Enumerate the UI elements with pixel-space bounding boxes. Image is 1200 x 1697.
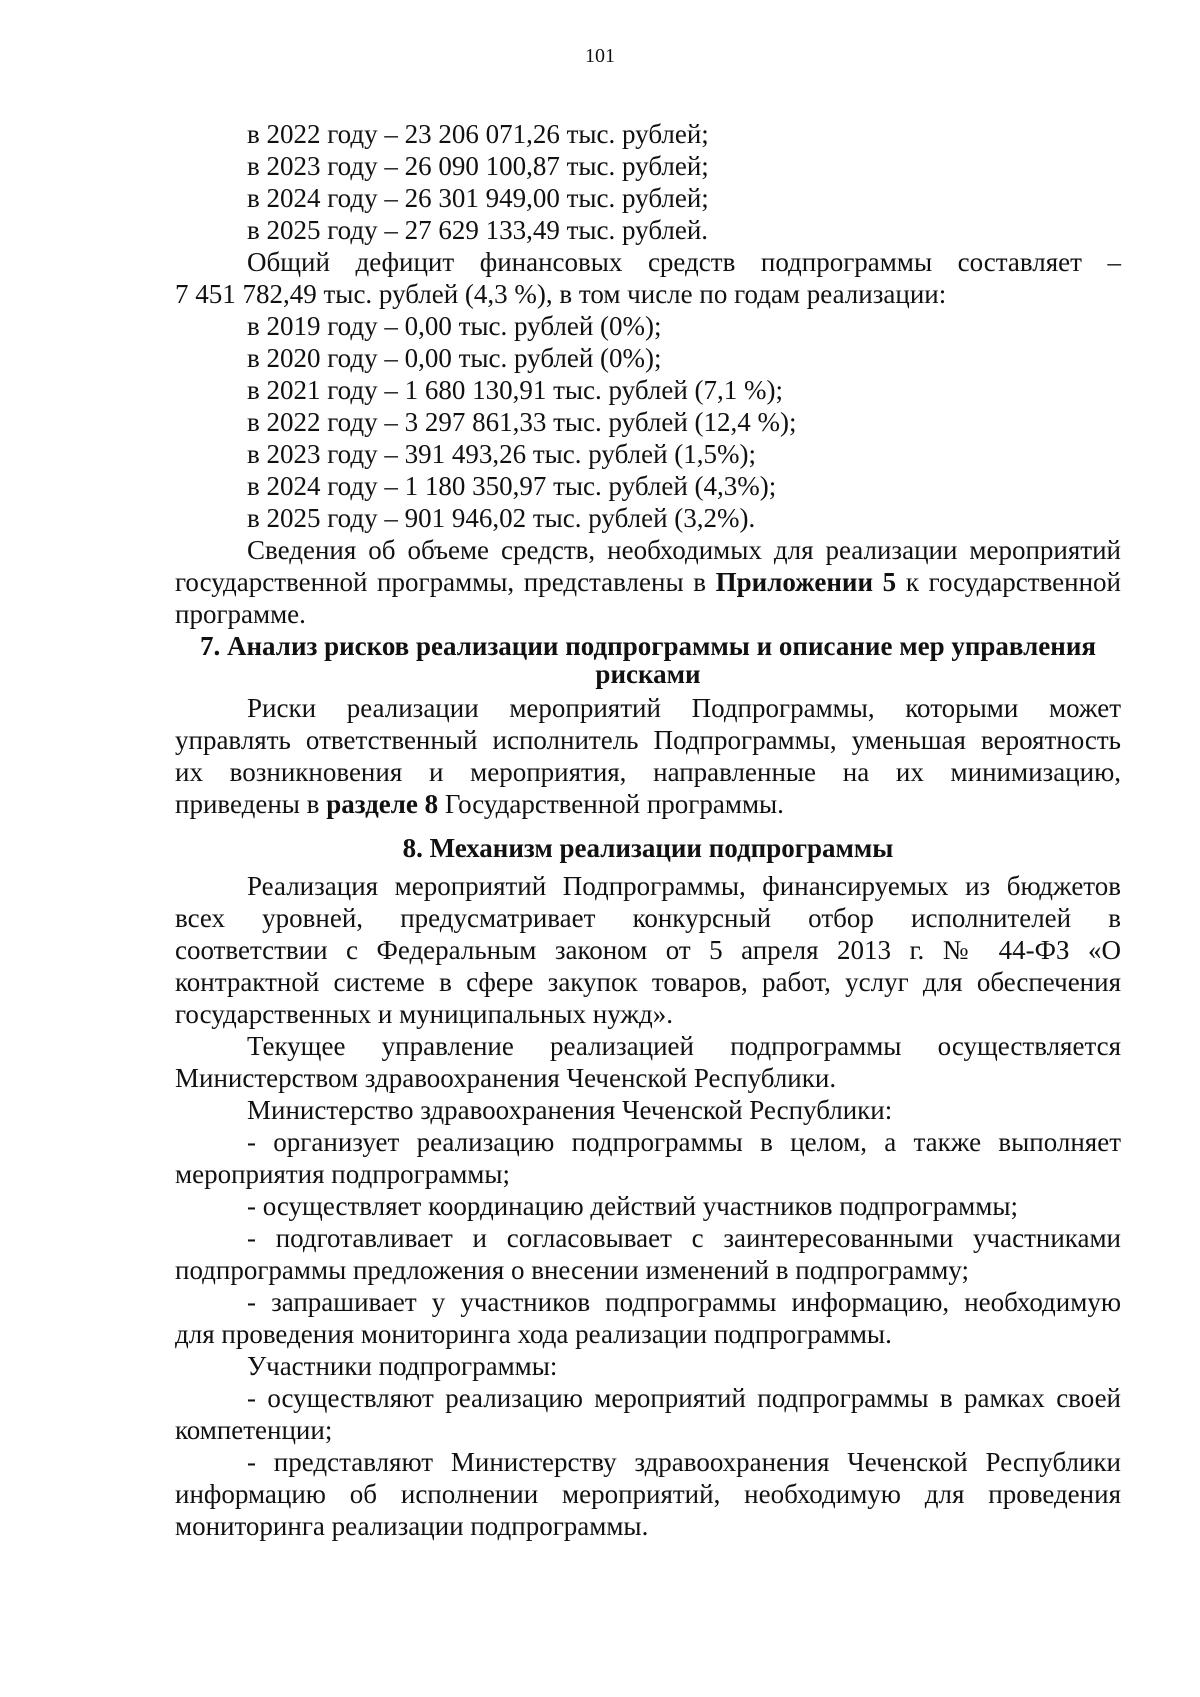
- deficit-year-line: в 2022 году – 3 297 861,33 тыс. рублей (12,4 %);: [247, 407, 797, 437]
- deficit-intro: Общий дефицит финансовых средств подпрограммы составляет –: [247, 247, 1121, 277]
- list-item: - организует реализацию подпрограммы в целом, а также выполняет мероприятия подпрограммы;: [175, 1127, 1121, 1189]
- ministry-intro: Министерство здравоохранения Чеченской Республики:: [247, 1095, 893, 1125]
- list-item: - осуществляет координацию действий участников подпрограммы;: [247, 1191, 1018, 1221]
- financing-year-line: в 2022 году – 23 206 071,26 тыс. рублей;: [247, 119, 709, 149]
- deficit-year-line: в 2023 году – 391 493,26 тыс. рублей (1,5%);: [247, 439, 757, 469]
- appendix-paragraph: Сведения об объеме средств, необходимых для реализации мероприятий: [247, 535, 1121, 565]
- deficit-year-line: в 2024 году – 1 180 350,97 тыс. рублей (4,3%);: [247, 471, 777, 501]
- section-8-heading: 8. Механизм реализации подпрограммы: [402, 833, 894, 863]
- appendix-link-text: Приложении 5: [715, 567, 897, 597]
- page-content: [175, 118, 1121, 1542]
- appendix-paragraph: программе.: [175, 599, 306, 629]
- financing-year-line: в 2023 году – 26 090 100,87 тыс. рублей;: [247, 151, 709, 181]
- section-7-heading: 7. Анализ рисков реализации подпрограммы и описание мер управления рисками: [200, 631, 1096, 689]
- list-item: - подготавливает и согласовывает с заинтересованными участниками подпрограммы предложения о внесении изменений в подпрограмму;: [175, 1223, 1121, 1285]
- deficit-year-line: в 2025 году – 901 946,02 тыс. рублей (3,2%).: [247, 503, 756, 533]
- financing-year-line: в 2024 году – 26 301 949,00 тыс. рублей;: [247, 183, 709, 213]
- section-ref-text: разделе 8: [326, 789, 439, 819]
- list-item: - осуществляют реализацию мероприятий подпрограммы в рамках своей компетенции;: [175, 1383, 1121, 1445]
- financing-year-line: в 2025 году – 27 629 133,49 тыс. рублей.: [247, 215, 709, 245]
- appendix-paragraph: государственной программы, представлены в Приложении 5 к государственной: [175, 567, 1121, 597]
- list-item: - представляют Министерству здравоохранения Чеченской Республики информацию об исполнении мероприятий, необходимую для проведения мониторинга реализации подпрограммы.: [175, 1447, 1121, 1541]
- list-item: - запрашивает у участников подпрограммы информацию, необходимую для проведения мониторинга хода реализации подпрограммы.: [175, 1287, 1121, 1349]
- deficit-year-line: в 2020 году – 0,00 тыс. рублей (0%);: [247, 343, 662, 373]
- section-8-paragraph: Реализация мероприятий Подпрограммы, финансируемых из бюджетов всех уровней, предусматривает конкурсный отбор исполнителей в соответствии с Федеральным законом от 5 апреля 2013 г. № 44-ФЗ «О контрактной системе в сфере закупок товаров, работ, услуг для обеспечения государственных и муниципальных нужд».: [175, 871, 1121, 1029]
- deficit-intro: 7 451 782,49 тыс. рублей (4,3 %), в том числе по годам реализации:: [175, 279, 947, 309]
- deficit-year-line: в 2019 году – 0,00 тыс. рублей (0%);: [247, 311, 662, 341]
- section-7-paragraph: Риски реализации мероприятий Подпрограммы, которыми может управлять ответственный исполнитель Подпрограммы, уменьшая вероятность их возникновения и мероприятия, направленные на их минимизацию, приведены в разделе 8 Государственной программы.: [175, 693, 1121, 819]
- section-8-paragraph: Текущее управление реализацией подпрограммы осуществляется Министерством здравоохранения Чеченской Республики.: [175, 1031, 1121, 1093]
- page-number: 101: [585, 45, 615, 67]
- deficit-year-line: в 2021 году – 1 680 130,91 тыс. рублей (7,1 %);: [247, 375, 784, 405]
- participants-intro: Участники подпрограммы:: [247, 1351, 558, 1381]
